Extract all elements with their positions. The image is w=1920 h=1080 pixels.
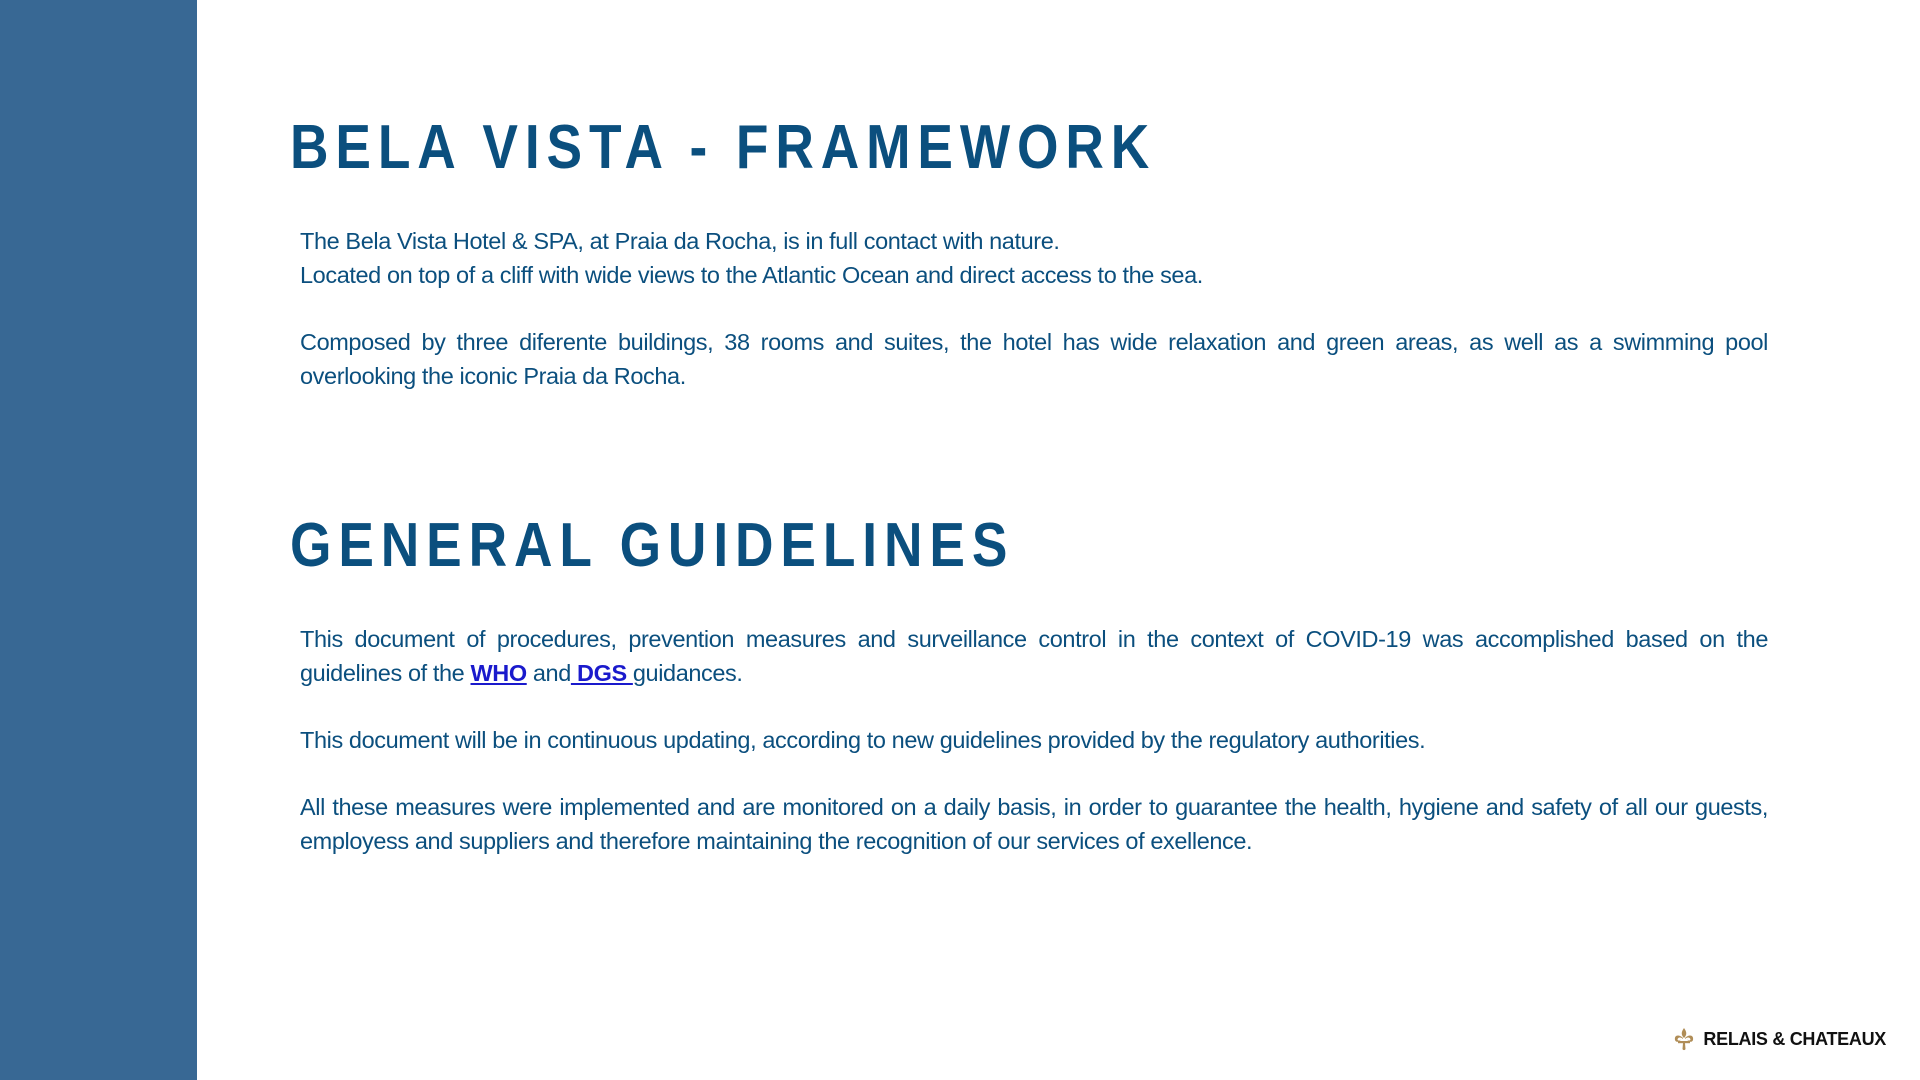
guidelines-title: GENERAL GUIDELINES <box>290 511 1015 580</box>
framework-title: BELA VISTA - FRAMEWORK <box>290 113 1157 182</box>
framework-paragraph-1-line-2: Located on top of a cliff with wide views to the Atlantic Ocean and direct access to the sea. <box>300 262 1203 288</box>
who-link[interactable]: WHO <box>470 660 527 686</box>
sidebar-band <box>0 0 197 1080</box>
relais-chateaux-logo <box>1671 1026 1886 1052</box>
fleur-de-lis-icon <box>1671 1026 1697 1052</box>
framework-text <box>300 224 1768 393</box>
guidelines-paragraph-3: All these measures were implemented and are monitored on a daily basis, in order to guarantee the health, hygiene and safety of all our guests, employess and suppliers and therefore maintaining the recognition of our services of exellence. <box>300 794 1768 854</box>
guidelines-paragraph-1-start: This document of procedures, prevention measures and surveillance control in the context of COVID-19 was accomplished based on the guidelines of the <box>300 626 1768 686</box>
paragraph-spacer <box>300 292 1768 325</box>
dgs-link[interactable]: DGS <box>570 660 633 686</box>
paragraph-spacer <box>300 757 1768 790</box>
guidelines-paragraph-1 <box>300 622 1768 690</box>
page-content <box>290 0 1770 1080</box>
framework-paragraph-1-line-1: The Bela Vista Hotel & SPA, at Praia da Rocha, is in full contact with nature. <box>300 228 1060 254</box>
framework-paragraph-2: Composed by three diferente buildings, 38 rooms and suites, the hotel has wide relaxation and green areas, as well as a swimming pool overlooking the iconic Praia da Rocha. <box>300 329 1768 389</box>
paragraph-spacer <box>300 690 1768 723</box>
guidelines-text <box>300 622 1768 858</box>
guidelines-paragraph-1-end: guidances. <box>632 660 743 686</box>
guidelines-paragraph-2: This document will be in continuous updating, according to new guidelines provided by the regulatory authorities. <box>300 727 1426 753</box>
logo-text: RELAIS & CHATEAUX <box>1703 1028 1886 1049</box>
guidelines-paragraph-1-and: and <box>526 660 571 686</box>
